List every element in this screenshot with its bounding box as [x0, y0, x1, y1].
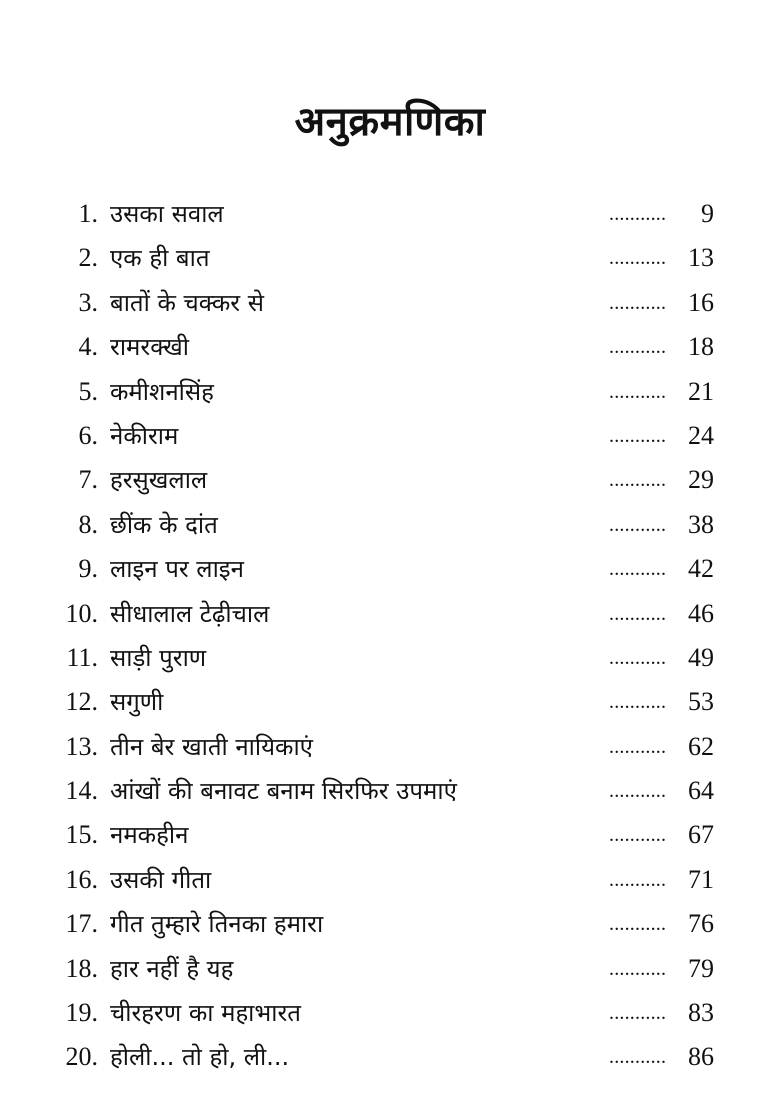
entry-page-number: 42: [688, 554, 714, 584]
entry-title: उसकी गीता: [110, 865, 212, 894]
entry-number: 1.: [78, 199, 98, 228]
entry-number: 4.: [78, 332, 98, 362]
entry-number: 9.: [78, 554, 98, 584]
entry-title: साड़ी पुराण: [110, 643, 207, 672]
entry-page-number: 67: [688, 820, 714, 850]
entry-number: 2.: [78, 243, 98, 273]
dot-leader: ...........: [609, 735, 667, 758]
entry-number: 12.: [65, 687, 98, 717]
dot-leader: ...........: [609, 780, 667, 803]
dot-leader: ...........: [609, 558, 667, 581]
entry-page-number: 49: [688, 642, 714, 672]
toc-entry: [0, 325, 780, 369]
toc-entry: [0, 769, 780, 813]
entry-page-number: 62: [688, 731, 714, 761]
dot-leader: ...........: [609, 291, 667, 314]
entry-number: 16.: [65, 864, 98, 894]
entry-title: बातों के चक्कर से: [110, 288, 264, 317]
entry-number: 17.: [65, 909, 98, 939]
entry-number: 20.: [65, 1042, 98, 1072]
dot-leader: ...........: [609, 247, 667, 270]
entry-page-number: 29: [688, 465, 714, 495]
toc-entry: [0, 636, 780, 680]
toc-entry: [0, 680, 780, 724]
entry-title: हरसुखलाल: [110, 466, 208, 495]
entry-page-number: 16: [688, 287, 714, 317]
entry-title: लाइन पर लाइन: [110, 555, 244, 584]
dot-leader: ...........: [609, 691, 667, 714]
entry-title: नमकहीन: [110, 821, 189, 850]
toc-entry: [0, 858, 780, 902]
entry-title: कमीशनसिंह: [110, 377, 214, 406]
toc-entry: [0, 991, 780, 1035]
toc-entry: [0, 813, 780, 857]
dot-leader: ...........: [609, 824, 667, 847]
entry-page-number: 9: [701, 199, 714, 228]
entry-page-number: 21: [688, 376, 714, 406]
entry-number: 14.: [65, 776, 98, 806]
page-title: अनुक्रमणिका: [294, 99, 486, 145]
entry-number: 11.: [66, 642, 98, 672]
toc-entry: [0, 725, 780, 769]
entry-title: नेकीराम: [110, 421, 179, 450]
toc-entry: [0, 458, 780, 502]
entry-title: सीधालाल टेढ़ीचाल: [110, 599, 270, 628]
entry-page-number: 24: [688, 420, 714, 450]
toc-entry: [0, 192, 780, 236]
table-of-contents: [0, 192, 780, 1080]
toc-entry: [0, 947, 780, 991]
entry-page-number: 76: [688, 909, 714, 939]
dot-leader: ...........: [609, 469, 667, 492]
entry-number: 7.: [78, 465, 98, 495]
dot-leader: ...........: [609, 336, 667, 359]
dot-leader: ...........: [609, 602, 667, 625]
toc-entry: [0, 902, 780, 946]
entry-title: गीत तुम्हारे तिनका हमारा: [110, 910, 324, 939]
entry-title: होली... तो हो, ली...: [110, 1043, 290, 1072]
dot-leader: ...........: [609, 957, 667, 980]
entry-page-number: 46: [688, 598, 714, 628]
entry-title: रामरक्खी: [110, 333, 189, 362]
dot-leader: ...........: [609, 1046, 667, 1069]
dot-leader: ...........: [609, 1002, 667, 1025]
entry-page-number: 83: [688, 998, 714, 1028]
dot-leader: ...........: [609, 913, 667, 936]
entry-page-number: 38: [688, 509, 714, 539]
entry-number: 5.: [78, 376, 98, 406]
entry-page-number: 18: [688, 332, 714, 362]
entry-number: 18.: [65, 953, 98, 983]
entry-number: 15.: [65, 820, 98, 850]
entry-title: सगुणी: [110, 688, 164, 717]
entry-title: आंखों की बनावट बनाम सिरफिर उपमाएं: [110, 777, 457, 806]
entry-number: 6.: [78, 420, 98, 450]
entry-number: 8.: [78, 509, 98, 539]
toc-entry: [0, 414, 780, 458]
entry-page-number: 13: [688, 243, 714, 273]
entry-number: 3.: [78, 287, 98, 317]
entry-number: 13.: [65, 731, 98, 761]
toc-entry: [0, 1035, 780, 1079]
entry-title: तीन बेर खाती नायिकाएं: [110, 732, 313, 761]
entry-title: छींक के दांत: [110, 510, 218, 539]
toc-entry: [0, 547, 780, 591]
dot-leader: ...........: [609, 203, 667, 225]
dot-leader: ...........: [609, 380, 667, 403]
entry-title: चीरहरण का महाभारत: [110, 999, 301, 1028]
toc-entry: [0, 592, 780, 636]
entry-title: हार नहीं है यह: [110, 954, 234, 983]
dot-leader: ...........: [609, 868, 667, 891]
entry-page-number: 71: [688, 864, 714, 894]
entry-page-number: 53: [688, 687, 714, 717]
entry-page-number: 86: [688, 1042, 714, 1072]
dot-leader: ...........: [609, 424, 667, 447]
toc-entry: [0, 281, 780, 325]
toc-entry: [0, 503, 780, 547]
entry-page-number: 79: [688, 953, 714, 983]
dot-leader: ...........: [609, 513, 667, 536]
entry-number: 10.: [65, 598, 98, 628]
entry-title: उसका सवाल: [110, 200, 224, 228]
toc-entry: [0, 236, 780, 280]
entry-title: एक ही बात: [110, 244, 210, 273]
dot-leader: ...........: [609, 646, 667, 669]
entry-page-number: 64: [688, 776, 714, 806]
entry-number: 19.: [65, 998, 98, 1028]
toc-entry: [0, 370, 780, 414]
